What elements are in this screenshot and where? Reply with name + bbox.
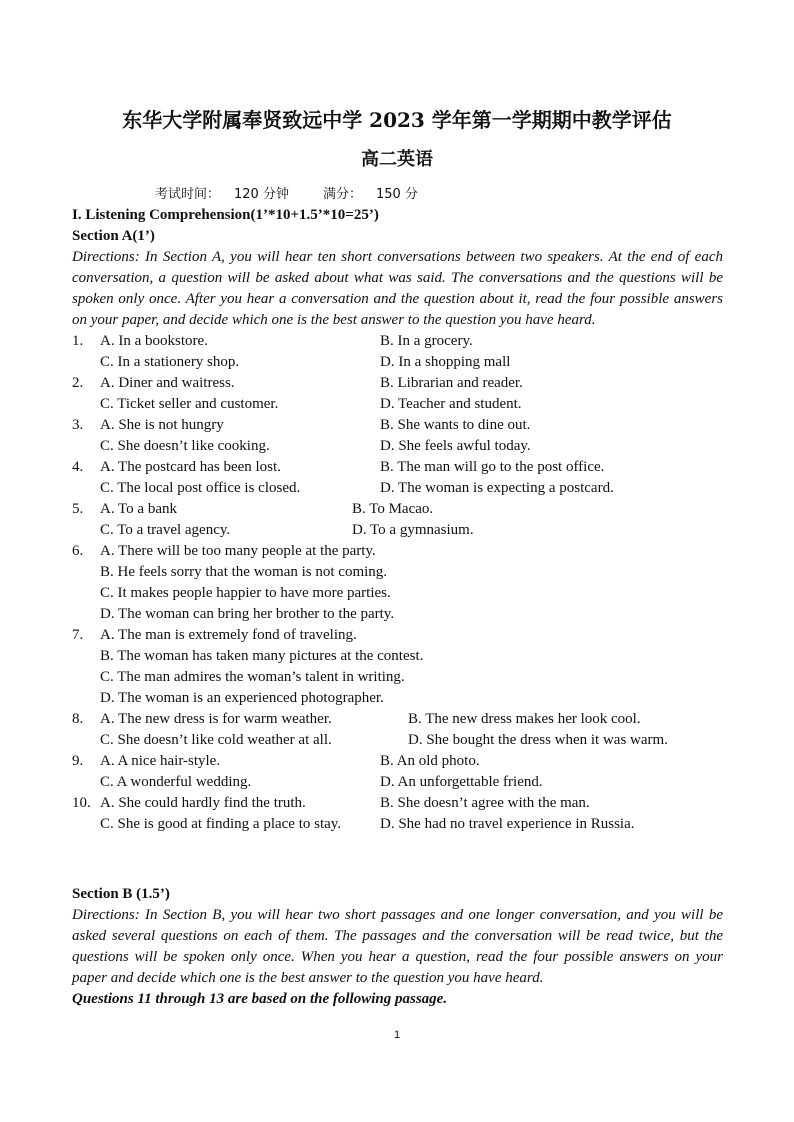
page-number: 1 bbox=[393, 1029, 401, 1041]
question-row bbox=[72, 583, 723, 604]
option-a: A. Diner and waitress. bbox=[100, 375, 235, 391]
question-row bbox=[72, 625, 723, 646]
part-one-heading: I. Listening Comprehension(1’*10+1.5’*10=25’) bbox=[72, 207, 379, 223]
question-number: 7. bbox=[72, 627, 84, 643]
question-row bbox=[72, 667, 723, 688]
question-row bbox=[72, 751, 723, 772]
option-a: A. She is not hungry bbox=[100, 417, 224, 433]
option-b: B. The new dress makes her look cool. bbox=[408, 711, 641, 727]
question-row bbox=[72, 646, 723, 667]
question-row bbox=[72, 436, 723, 457]
option-d: D. She had no travel experience in Russia. bbox=[380, 816, 635, 832]
question-number: 5. bbox=[72, 501, 84, 517]
option-a: A. The new dress is for warm weather. bbox=[100, 711, 332, 727]
question-number: 9. bbox=[72, 753, 84, 769]
question-row bbox=[72, 814, 723, 835]
question-row bbox=[72, 457, 723, 478]
question-number: 2. bbox=[72, 375, 84, 391]
question-row bbox=[72, 499, 723, 520]
option-c: C. The local post office is closed. bbox=[100, 480, 301, 496]
option-b: B. She doesn’t agree with the man. bbox=[380, 795, 590, 811]
question-row bbox=[72, 352, 723, 373]
question-number: 4. bbox=[72, 459, 84, 475]
option-d: D. The woman is an experienced photographer. bbox=[100, 690, 384, 706]
exam-info bbox=[155, 183, 432, 202]
question-row bbox=[72, 331, 723, 352]
section-b bbox=[72, 884, 723, 1010]
question-row bbox=[72, 394, 723, 415]
exam-subject: 高二英语 bbox=[361, 149, 433, 170]
exam-time-value: 120 分钟 bbox=[234, 187, 289, 202]
option-d: D. Teacher and student. bbox=[380, 396, 522, 412]
option-c: C. She is good at finding a place to stay. bbox=[100, 816, 342, 832]
option-d: D. In a shopping mall bbox=[380, 354, 511, 370]
option-c: C. Ticket seller and customer. bbox=[100, 396, 279, 412]
question-row bbox=[72, 793, 723, 814]
option-c: C. To a travel agency. bbox=[100, 522, 231, 538]
question-number: 6. bbox=[72, 543, 84, 559]
section-b-directions: Directions: In Section B, you will hear two short passages and one longer conversation, and you will be asked several questions on each of them. The passages and the conversation will be read twice, but the questions will be spoken only once. When you hear a question, read the four possible answers on your paper and decide which one is the best answer to the question you have heard. bbox=[72, 907, 723, 986]
full-marks-value: 150 分 bbox=[375, 187, 418, 202]
option-d: D. To a gymnasium. bbox=[352, 522, 474, 538]
section-a-directions: Directions: In Section A, you will hear ten short conversations between two speakers. At the end of each conversation, a question will be asked about what was said. The conversations and the questions will be spoken only once. After you hear a conversation and the question about it, read the four possible answers on your paper, and decide which one is the best answer to the question you have heard. bbox=[72, 249, 723, 328]
exam-title: 东华大学附属奉贤致远中学 2023 学年第一学期期中教学评估 bbox=[122, 108, 672, 132]
option-a: A. There will be too many people at the party. bbox=[100, 543, 376, 559]
exam-time-label: 考试时间： bbox=[155, 187, 221, 202]
option-b: B. Librarian and reader. bbox=[380, 375, 523, 391]
question-row bbox=[72, 562, 723, 583]
option-c: C. In a stationery shop. bbox=[100, 354, 240, 370]
option-c: C. She doesn’t like cold weather at all. bbox=[100, 732, 332, 748]
question-row bbox=[72, 772, 723, 793]
option-b: B. To Macao. bbox=[352, 501, 434, 517]
question-row bbox=[72, 373, 723, 394]
question-number: 3. bbox=[72, 417, 84, 433]
option-d: D. The woman is expecting a postcard. bbox=[380, 480, 614, 496]
passage-note: Questions 11 through 13 are based on the following passage. bbox=[72, 991, 448, 1007]
question-row bbox=[72, 541, 723, 562]
option-b: B. The man will go to the post office. bbox=[380, 459, 605, 475]
question-row bbox=[72, 688, 723, 709]
option-b: B. In a grocery. bbox=[380, 333, 473, 349]
question-number: 1. bbox=[72, 333, 84, 349]
option-b: B. She wants to dine out. bbox=[380, 417, 531, 433]
option-a: A. To a bank bbox=[100, 501, 177, 517]
option-c: C. The man admires the woman’s talent in writing. bbox=[100, 669, 405, 685]
question-row bbox=[72, 415, 723, 436]
question-number: 10. bbox=[72, 795, 91, 811]
option-b: B. An old photo. bbox=[380, 753, 480, 769]
option-d: D. She feels awful today. bbox=[380, 438, 531, 454]
question-row bbox=[72, 730, 723, 751]
question-row bbox=[72, 604, 723, 625]
option-c: C. A wonderful wedding. bbox=[100, 774, 252, 790]
option-a: A. A nice hair-style. bbox=[100, 753, 221, 769]
option-a: A. The postcard has been lost. bbox=[100, 459, 281, 475]
option-a: A. In a bookstore. bbox=[100, 333, 208, 349]
question-row bbox=[72, 478, 723, 499]
option-d: D. She bought the dress when it was warm. bbox=[408, 732, 668, 748]
section-b-heading: Section B (1.5’) bbox=[72, 886, 170, 902]
option-b: B. He feels sorry that the woman is not coming. bbox=[100, 564, 388, 580]
part-one bbox=[72, 205, 723, 835]
question-row bbox=[72, 709, 723, 730]
option-c: C. It makes people happier to have more parties. bbox=[100, 585, 391, 601]
question-row bbox=[72, 520, 723, 541]
option-a: A. The man is extremely fond of traveling. bbox=[100, 627, 357, 643]
option-d: D. An unforgettable friend. bbox=[380, 774, 543, 790]
option-b: B. The woman has taken many pictures at the contest. bbox=[100, 648, 424, 664]
question-number: 8. bbox=[72, 711, 84, 727]
option-a: A. She could hardly find the truth. bbox=[100, 795, 306, 811]
option-d: D. The woman can bring her brother to the party. bbox=[100, 606, 395, 622]
full-marks-label: 满分： bbox=[322, 187, 362, 202]
option-c: C. She doesn’t like cooking. bbox=[100, 438, 270, 454]
section-a-heading: Section A(1’) bbox=[72, 228, 155, 244]
